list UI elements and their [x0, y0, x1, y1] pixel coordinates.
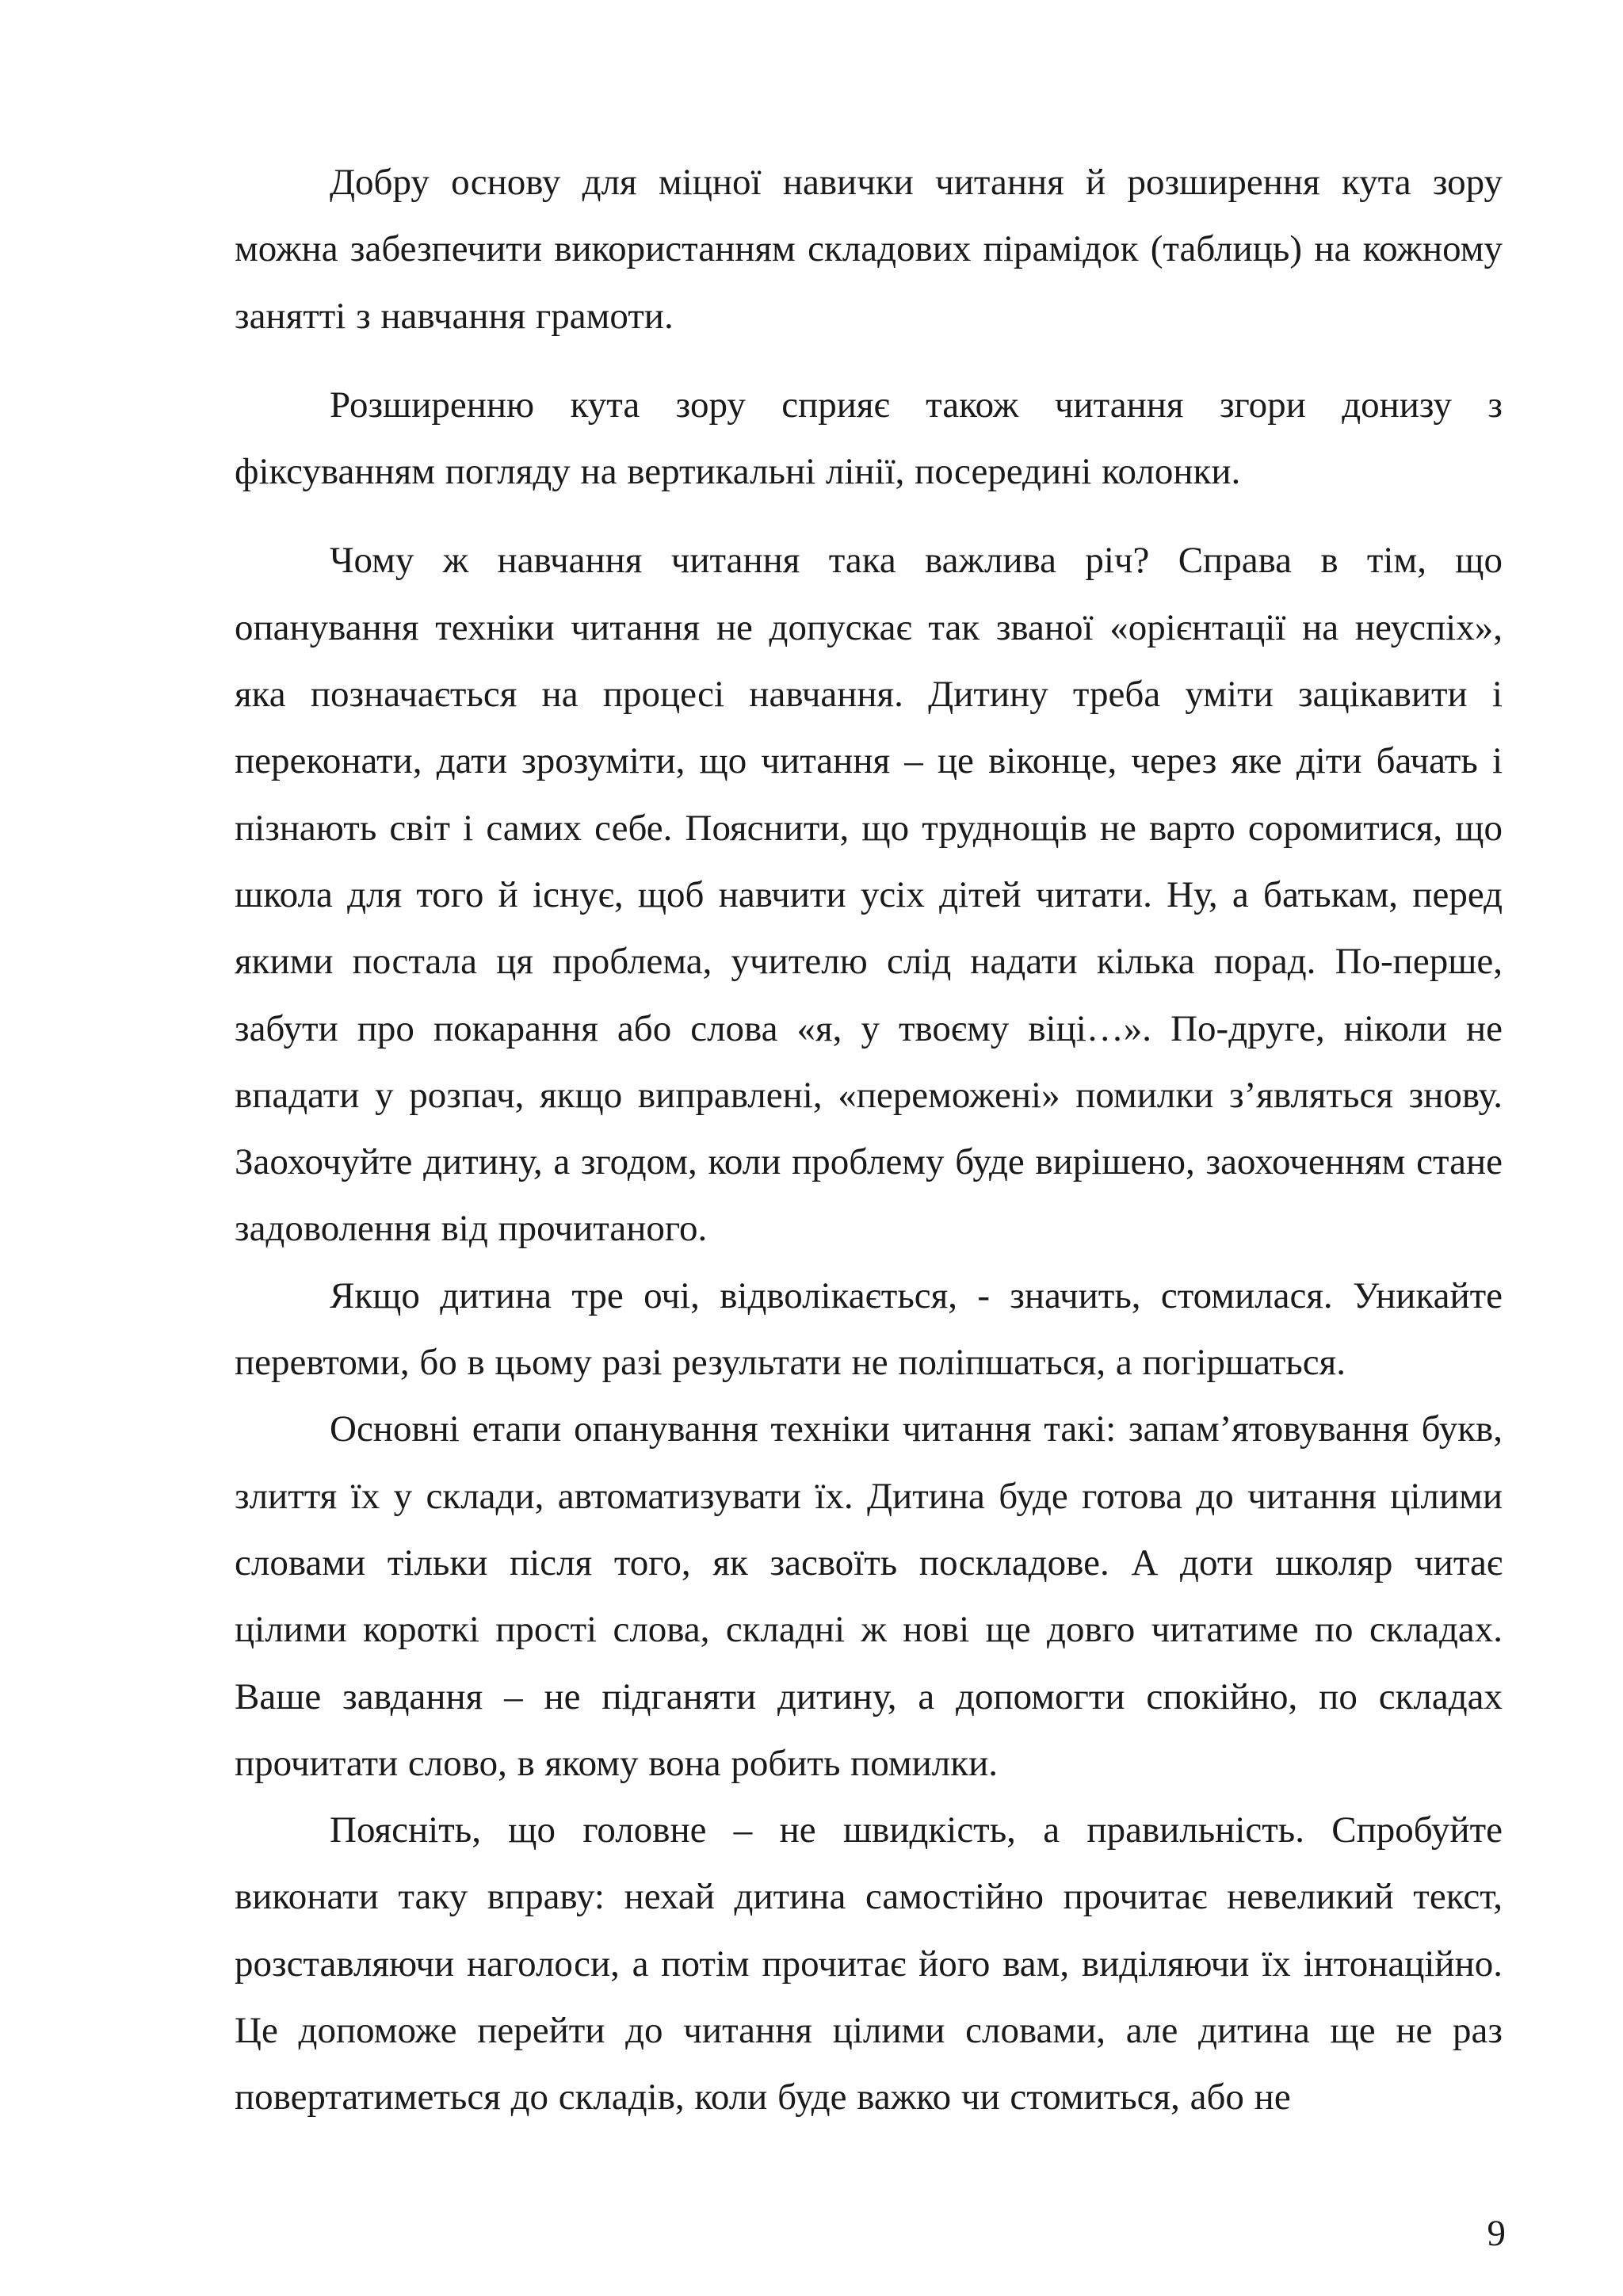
body-text	[235, 149, 1503, 2131]
paragraph-4: Якщо дитина тре очі, відволікається, - значить, стомилася. Уникайте перевтоми, бо в цьому разі результати не поліпшаться, а погіршаться.	[235, 1274, 1503, 1384]
paragraph-5: Основні етапи опанування техніки читання такі: запам’ятовування букв, злиття їх у склади, автоматизувати їх. Дитина буде готова до читання цілими словами тільки після того, як засвоїть поскладове. А доти школяр читає цілими короткі прості слова, складні ж нові ще довго читатиме по складах. Ваше завдання – не підганяти дитину, а допомогти спокійно, по складах прочитати слово, в якому вона робить помилки.	[235, 1408, 1503, 1784]
paragraph-1: Добру основу для міцної навички читання й розширення кута зору можна забезпечити використанням складових пірамідок (таблиць) на кожному занятті з навчання грамоти.	[235, 162, 1503, 337]
paragraph-2: Розширенню кута зору сприяє також читання згори донизу з фіксуванням погляду на вертикальні лінії, посередині колонки.	[235, 384, 1503, 493]
paragraph-3: Чому ж навчання читання така важлива річ? Справа в тім, що опанування техніки читання не допускає так званої «орієнтації на неуспіх», яка позначається на процесі навчання. Дитину треба уміти зацікавити і переконати, дати зрозуміти, що читання – це віконце, через яке діти бачать і пізнають світ і самих себе. Пояснити, що труднощів не варто соромитися, що школа для того й існує, щоб навчити усіх дітей читати. Ну, а батькам, перед якими постала ця проблема, учителю слід надати кілька порад. По-перше, забути про покарання або слова «я, у твоєму віці…». По-друге, ніколи не впадати у розпач, якщо виправлені, «переможені» помилки з’являться знову. Заохочуйте дитину, а згодом, коли проблему буде вирішено, заохоченням стане задоволення від прочитаного.	[235, 540, 1503, 1250]
page-number: 9	[1487, 2213, 1506, 2254]
paragraph-6: Поясніть, що головне – не швидкість, а правильність. Спробуйте виконати таку вправу: нехай дитина самостійно прочитає невеликий текст, розставляючи наголоси, а потім прочитає його вам, виділяючи їх інтонаційно. Це допоможе перейти до читання цілими словами, але дитина ще не раз повертатиметься до складів, коли буде важко чи стомиться, або не	[235, 1809, 1503, 2118]
